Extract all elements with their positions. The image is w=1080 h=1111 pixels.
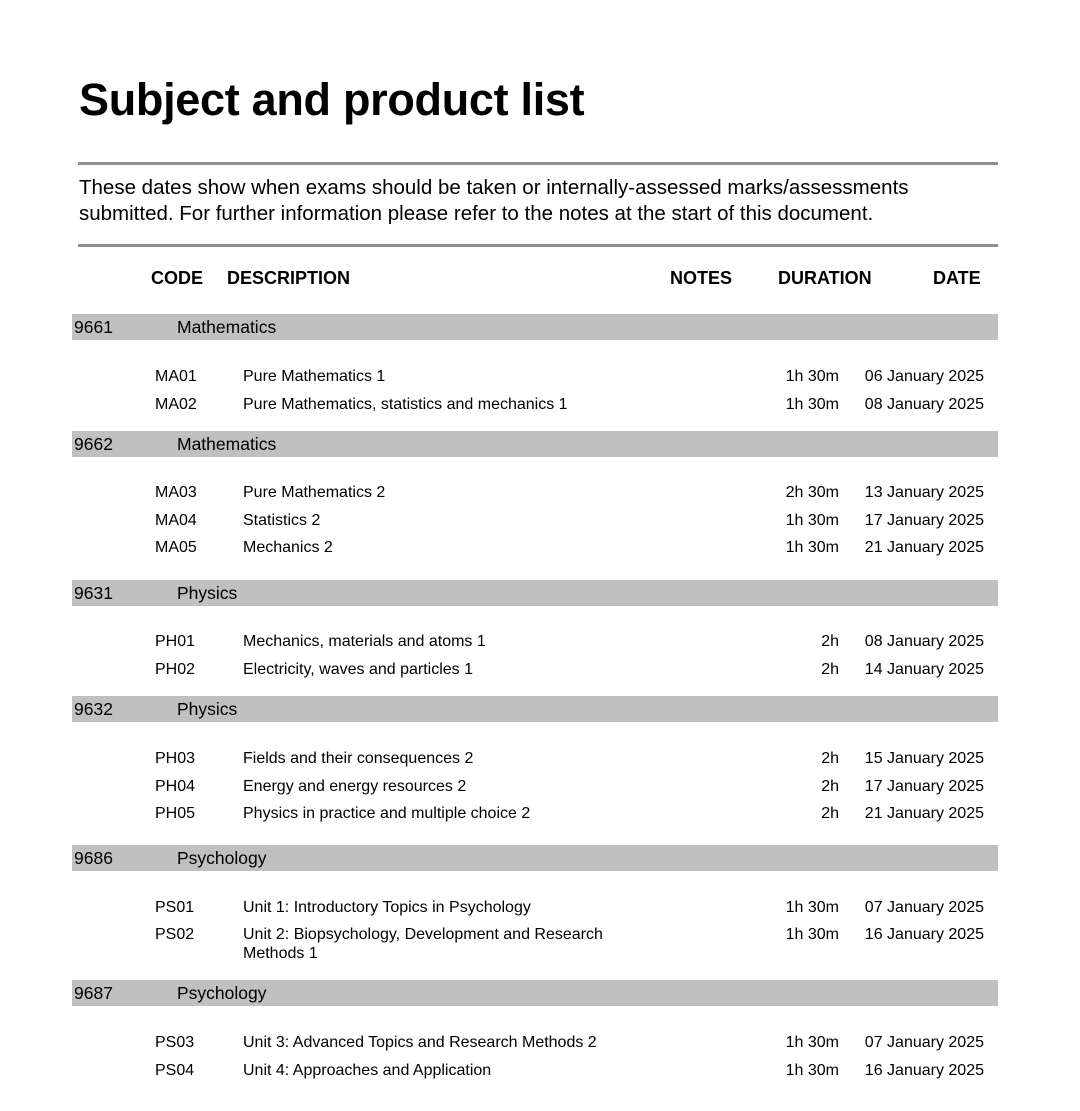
subject-group-header <box>72 845 998 871</box>
component-date: 21 January 2025 <box>864 805 984 822</box>
component-code: PH03 <box>155 750 196 767</box>
page-title: Subject and product list <box>79 74 585 125</box>
subject-code: 9631 <box>74 583 113 603</box>
component-description: Mechanics 2 <box>243 539 333 556</box>
component-duration: 2h <box>821 750 839 767</box>
component-code: PH04 <box>155 778 196 795</box>
component-date: 13 January 2025 <box>864 484 984 501</box>
subject-code: 9632 <box>74 699 113 719</box>
subject-name: Mathematics <box>177 317 277 337</box>
component-description: Unit 3: Advanced Topics and Research Methods 2 <box>243 1034 597 1051</box>
component-description: Electricity, waves and particles 1 <box>243 661 474 678</box>
column-header-code: CODE <box>151 268 204 288</box>
component-code: PS04 <box>155 1062 195 1079</box>
component-description: Unit 1: Introductory Topics in Psychology <box>243 899 531 916</box>
component-code: PS02 <box>155 926 195 943</box>
column-header-notes: NOTES <box>670 268 733 288</box>
component-code: PH02 <box>155 661 196 678</box>
component-duration: 1h 30m <box>785 1062 839 1079</box>
subject-name: Physics <box>177 583 238 603</box>
component-date: 15 January 2025 <box>864 750 984 767</box>
subject-code: 9662 <box>74 434 113 454</box>
column-header-duration: DURATION <box>778 268 872 288</box>
subject-code: 9661 <box>74 317 113 337</box>
component-code: MA02 <box>155 396 197 413</box>
component-description: Unit 4: Approaches and Application <box>243 1062 492 1079</box>
subject-name: Psychology <box>177 983 267 1003</box>
component-date: 17 January 2025 <box>864 512 984 529</box>
subject-code: 9686 <box>74 848 113 868</box>
component-description: Statistics 2 <box>243 512 321 529</box>
component-date: 14 January 2025 <box>864 661 984 678</box>
component-code: PS01 <box>155 899 195 916</box>
component-description: Physics in practice and multiple choice 2 <box>243 805 531 822</box>
component-code: MA04 <box>155 512 197 529</box>
component-duration: 2h <box>821 805 839 822</box>
component-duration: 1h 30m <box>785 396 839 413</box>
component-code: MA03 <box>155 484 197 501</box>
component-date: 16 January 2025 <box>864 926 984 943</box>
component-duration: 2h <box>821 661 839 678</box>
subject-group-header <box>72 696 998 722</box>
component-date: 06 January 2025 <box>864 368 984 385</box>
subject-name: Mathematics <box>177 434 277 454</box>
subject-group-header <box>72 980 998 1006</box>
subject-code: 9687 <box>74 983 113 1003</box>
component-description: Pure Mathematics, statistics and mechanics 1 <box>243 396 568 413</box>
component-duration: 1h 30m <box>785 926 839 943</box>
component-duration: 2h <box>821 633 839 650</box>
subject-name: Psychology <box>177 848 267 868</box>
component-date: 08 January 2025 <box>864 396 984 413</box>
component-date: 07 January 2025 <box>864 899 984 916</box>
component-code: MA01 <box>155 368 197 385</box>
component-code: PH05 <box>155 805 196 822</box>
component-code: PH01 <box>155 633 196 650</box>
component-description: Unit 2: Biopsychology, Development and Research Methods 1 <box>243 926 603 962</box>
component-date: 08 January 2025 <box>864 633 984 650</box>
column-header-description: DESCRIPTION <box>227 268 351 288</box>
component-description: Pure Mathematics 1 <box>243 368 386 385</box>
component-date: 16 January 2025 <box>864 1062 984 1079</box>
component-description: Fields and their consequences 2 <box>243 750 474 767</box>
component-duration: 1h 30m <box>785 368 839 385</box>
subject-group-header <box>72 314 998 340</box>
subject-name: Physics <box>177 699 238 719</box>
component-date: 21 January 2025 <box>864 539 984 556</box>
intro-text: These dates show when exams should be taken or internally-assessed marks/assessments submitted. For further information please refer to the notes at the start of this document. <box>79 176 909 225</box>
component-description: Pure Mathematics 2 <box>243 484 386 501</box>
component-duration: 1h 30m <box>785 512 839 529</box>
subject-group-header <box>72 431 998 457</box>
component-date: 17 January 2025 <box>864 778 984 795</box>
component-description: Energy and energy resources 2 <box>243 778 467 795</box>
component-duration: 2h 30m <box>785 484 839 501</box>
subject-group-header <box>72 580 998 606</box>
component-duration: 1h 30m <box>785 1034 839 1051</box>
component-duration: 1h 30m <box>785 899 839 916</box>
component-description: Mechanics, materials and atoms 1 <box>243 633 486 650</box>
component-code: MA05 <box>155 539 197 556</box>
component-duration: 1h 30m <box>785 539 839 556</box>
component-date: 07 January 2025 <box>864 1034 984 1051</box>
component-code: PS03 <box>155 1034 195 1051</box>
column-header-date: DATE <box>933 268 981 288</box>
component-duration: 2h <box>821 778 839 795</box>
